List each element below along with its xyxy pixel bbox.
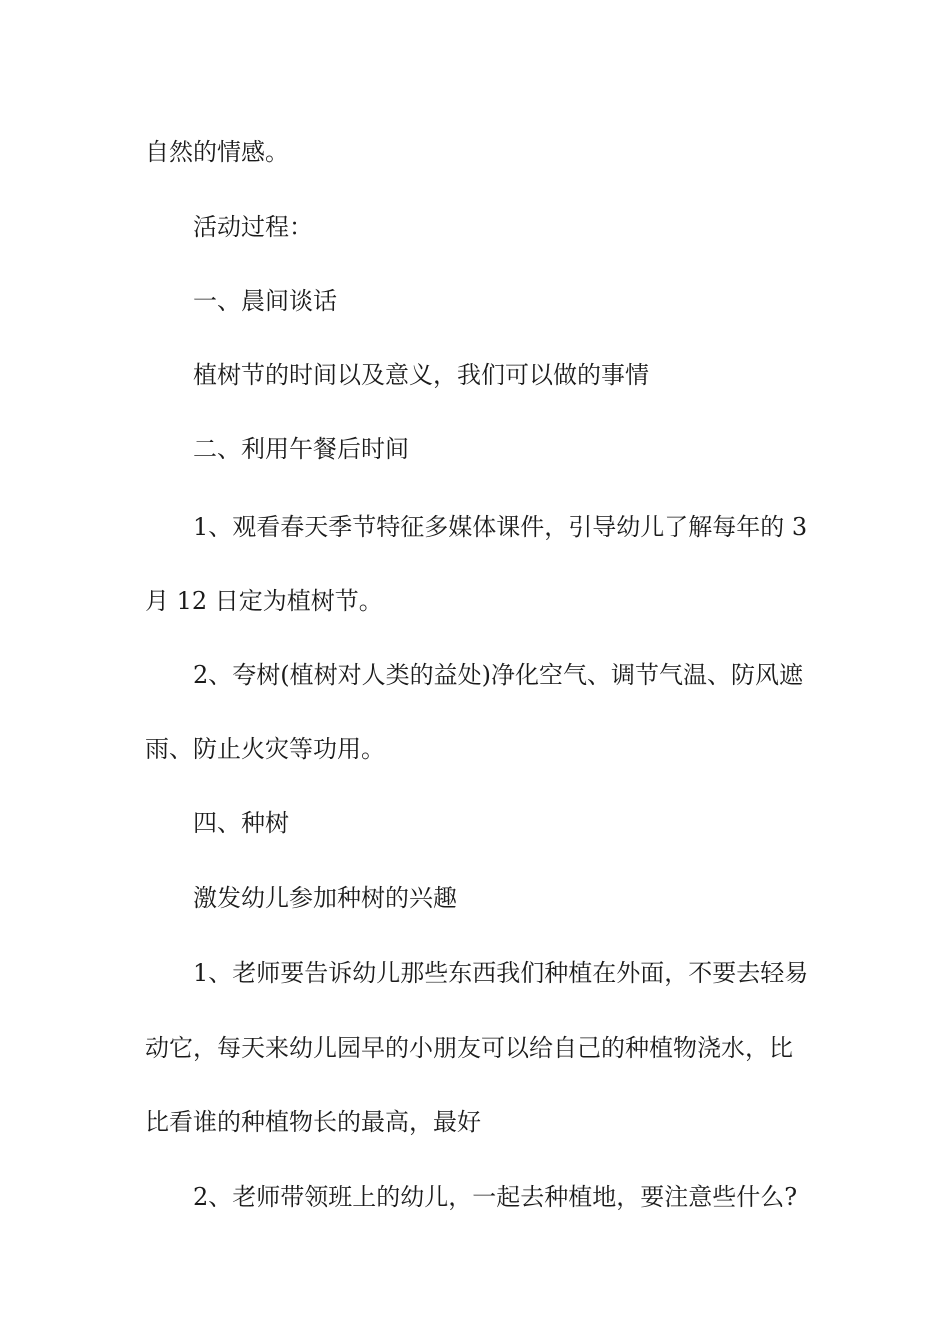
paragraph-line: 动它，每天来幼儿园早的小朋友可以给自己的种植物浇水，比 — [145, 1034, 793, 1062]
paragraph-line: 2、夸树(植树对人类的益处)净化空气、调节气温、防风遮 — [193, 661, 803, 689]
paragraph-line: 比看谁的种植物长的最高，最好 — [145, 1108, 481, 1136]
paragraph-line: 1、老师要告诉幼儿那些东西我们种植在外面，不要去轻易 — [193, 959, 809, 987]
paragraph-line: 月 12 日定为植树节。 — [145, 587, 383, 615]
section-heading-activity-process: 活动过程： — [193, 213, 313, 241]
paragraph-line: 激发幼儿参加种树的兴趣 — [193, 884, 457, 912]
paragraph-line: 植树节的时间以及意义，我们可以做的事情 — [193, 361, 649, 389]
section-heading-1: 一、晨间谈话 — [193, 287, 337, 315]
paragraph-line: 2、老师带领班上的幼儿，一起去种植地，要注意些什么? — [193, 1183, 798, 1211]
section-heading-2: 二、利用午餐后时间 — [193, 435, 409, 463]
paragraph-line: 自然的情感。 — [145, 138, 289, 166]
paragraph-line: 1、观看春天季节特征多媒体课件，引导幼儿了解每年的 3 — [193, 513, 808, 541]
paragraph-line: 雨、防止火灾等功用。 — [145, 735, 385, 763]
section-heading-4: 四、种树 — [193, 809, 289, 837]
